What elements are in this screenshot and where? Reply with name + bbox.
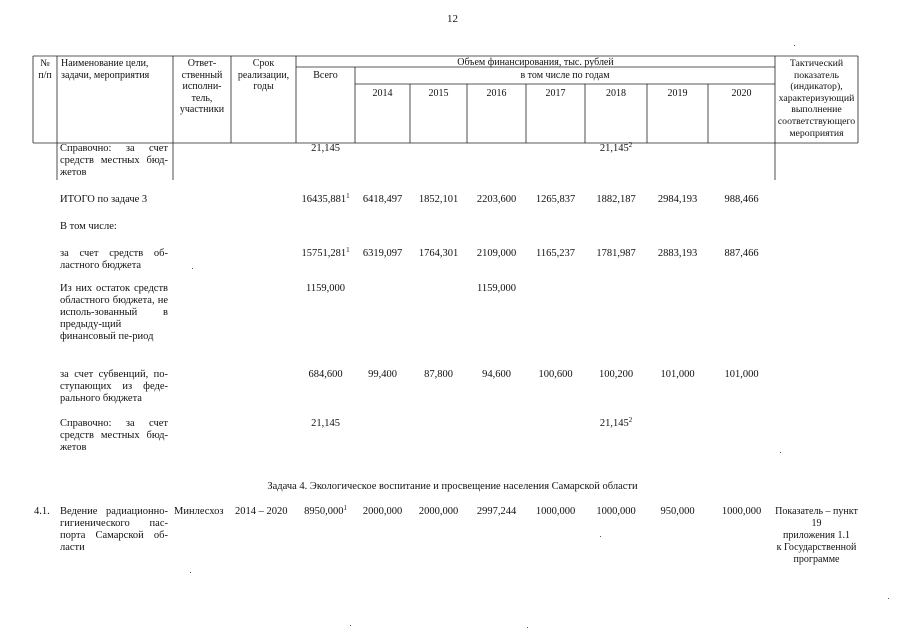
row-remaining-balance-total: 1159,000 (306, 283, 345, 294)
row-remaining-balance-name: Из них остаток средств областного бюджета, не исполь-зованный в предыду-щий финансовый пе-риод (60, 283, 168, 342)
header-responsible: Ответ- ственный исполни- тель, участники (179, 58, 225, 115)
row-regional-budget-2014: 6319,097 (362, 248, 403, 259)
item41-2017: 1000,000 (535, 506, 576, 517)
row-reference-local-2-name: Справочно: за счет средств местных бюд-жетов (60, 418, 168, 453)
item41-2018: 1000,000 (596, 506, 636, 517)
row-total-task3-2015: 1852,101 (418, 194, 459, 205)
row-total-task3-2014: 6418,497 (362, 194, 403, 205)
row-federal-subsidies-2014: 99,400 (368, 369, 397, 380)
row-total-task3-2020: 988,466 (724, 194, 759, 205)
row-regional-budget-total: 15751,281$^1$ (301, 246, 350, 259)
header-financing: Объем финансирования, тыс. рублей (457, 57, 614, 68)
header-total: Всего (313, 70, 338, 81)
item41-total: 8950,000$^1$ (304, 504, 347, 517)
header-name: Наименование цели, задачи, мероприятия (61, 58, 150, 81)
row-reference-local-2-total: 21,145 (311, 418, 340, 429)
row-total-task3-2017: 1265,837 (535, 194, 576, 205)
scan-speck (794, 45, 795, 46)
row-regional-budget-2017: 1165,237 (536, 248, 575, 259)
scan-speck (780, 452, 781, 453)
row-federal-subsidies-2015: 87,800 (424, 369, 453, 380)
scan-speck (600, 536, 601, 537)
scan-speck (350, 625, 351, 626)
row-reference-local-1-2018: 21,145$^2$ (599, 141, 633, 154)
row-federal-subsidies-2020: 101,000 (724, 369, 759, 380)
row-total-task3-2018: 1882,187 (596, 194, 636, 205)
row-remaining-balance-2016: 1159,000 (477, 283, 516, 294)
row-federal-subsidies-total: 684,600 (308, 369, 343, 380)
row-regional-budget-2016: 2109,000 (476, 248, 517, 259)
item41-2019: 950,000 (660, 506, 695, 517)
row-reference-local-1-name: Справочно: за счет средств местных бюд-жетов (60, 143, 168, 178)
row-federal-subsidies-2018: 100,200 (598, 369, 634, 380)
row-total-task3-2016: 2203,600 (476, 194, 517, 205)
row-total-task3-2019: 2984,193 (657, 194, 698, 205)
row-federal-subsidies-name: за счет субвенций, по-ступающих из феде-рального бюджета (60, 369, 168, 404)
header-year-2018: 2018 (606, 88, 626, 99)
header-year-2014: 2014 (372, 88, 393, 99)
header-year-2015: 2015 (428, 88, 449, 99)
item41-num: 4.1. (34, 506, 50, 517)
item41-2020: 1000,000 (721, 506, 762, 517)
header-indicator: Тактический показатель (индикатор), характеризующий выполнение соответствующего мероприятия (777, 58, 856, 139)
header-year-2017: 2017 (545, 88, 566, 99)
header-year-2020: 2020 (731, 88, 752, 99)
task4-title: Задача 4. Экологическое воспитание и просвещение населения Самарской области (267, 481, 638, 492)
header-period: Срок реализации, годы (237, 58, 290, 92)
item41-indicator: Показатель – пункт 19 приложения 1.1 к Государственной программе (775, 506, 858, 565)
row-reference-local-2-2018: 21,145$^2$ (599, 416, 633, 429)
row-federal-subsidies-2017: 100,600 (538, 369, 573, 380)
scan-speck (888, 598, 889, 599)
item41-2014: 2000,000 (362, 506, 403, 517)
row-regional-budget-2019: 2883,193 (657, 248, 698, 259)
header-year-2019: 2019 (667, 88, 688, 99)
row-regional-budget-2018: 1781,987 (596, 248, 636, 259)
scan-speck (527, 627, 528, 628)
scan-speck (192, 268, 193, 269)
header-year-2016: 2016 (486, 88, 507, 99)
row-regional-budget-2015: 1764,301 (418, 248, 459, 259)
row-federal-subsidies-2016: 94,600 (482, 369, 511, 380)
item41-responsible: Минлесхоз (174, 506, 224, 517)
scan-speck (190, 572, 191, 573)
row-including-label: В том числе: (60, 221, 117, 232)
item41-name: Ведение радиационно-гигиенического пас-порта Самарской об-ласти (60, 506, 168, 553)
row-reference-local-1-total: 21,145 (311, 143, 340, 154)
row-regional-budget-2020: 887,466 (724, 248, 759, 259)
header-num: № п/п (38, 58, 52, 81)
row-federal-subsidies-2019: 101,000 (660, 369, 695, 380)
header-by-years: в том числе по годам (520, 70, 610, 81)
item41-2015: 2000,000 (418, 506, 459, 517)
row-total-task3-total: 16435,881$^1$ (301, 192, 350, 205)
item41-period: 2014 – 2020 (235, 506, 288, 517)
row-regional-budget-name: за счет средств об-ластного бюджета (60, 248, 168, 271)
row-total-task3-name: ИТОГО по задаче 3 (60, 194, 148, 205)
page-number: 12 (447, 13, 458, 25)
item41-2016: 2997,244 (476, 506, 517, 517)
